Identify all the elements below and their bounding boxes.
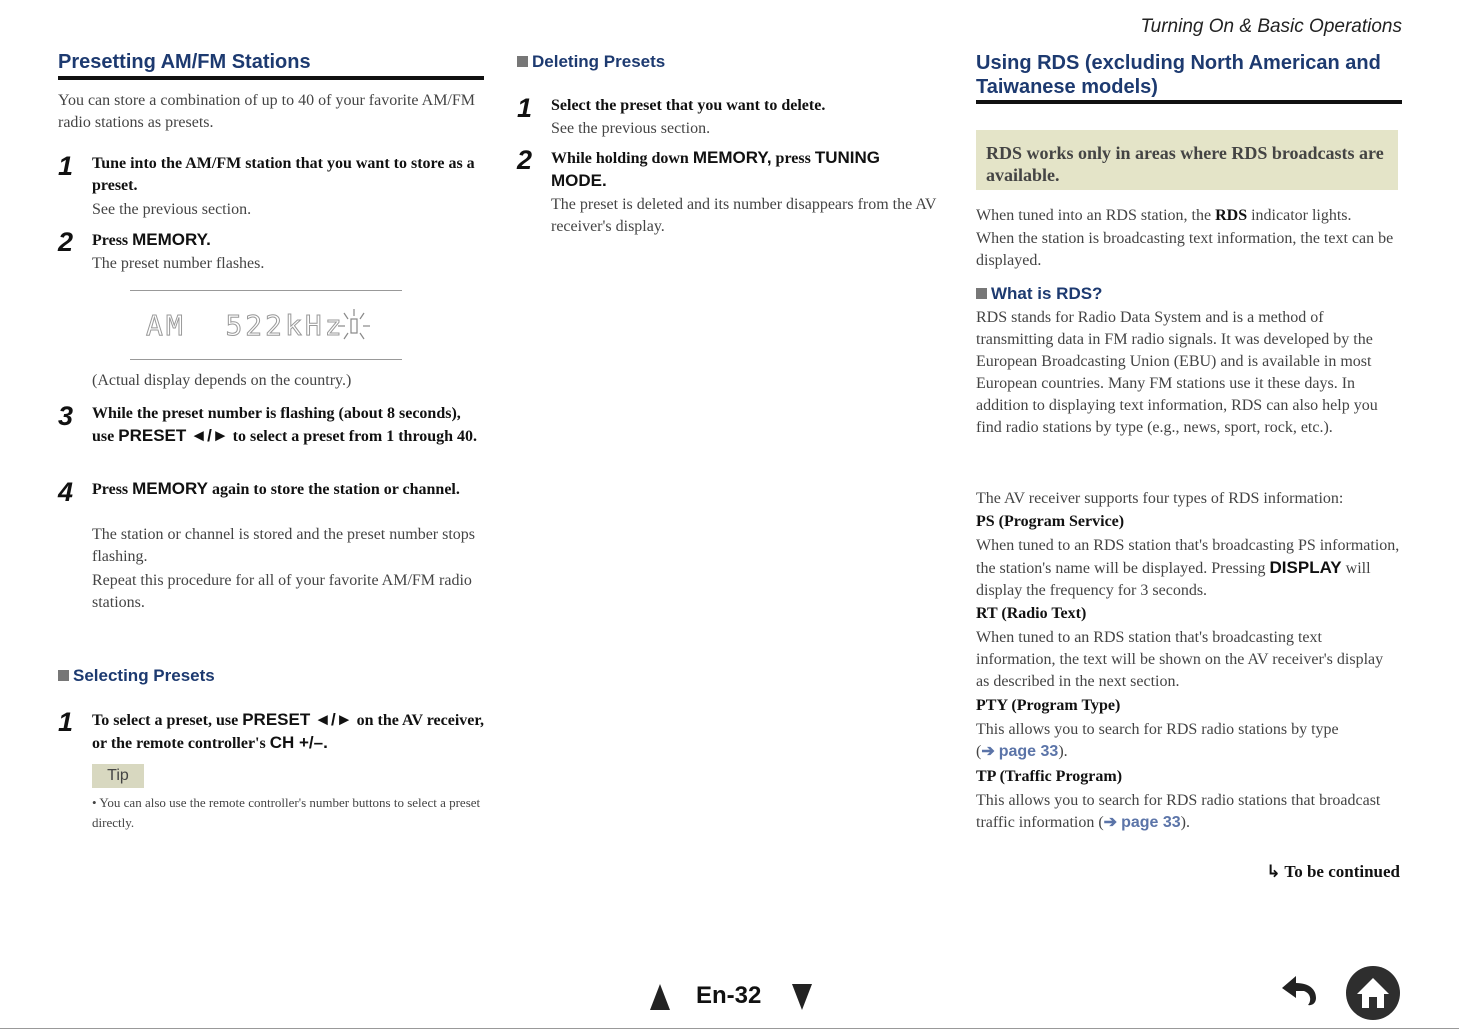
step-number: 2 [58,227,74,257]
step-detail: See the previous section. [92,201,252,218]
step-instruction: Tune into the AM/FM station that you want to store as a preset. [92,155,475,194]
rds-description: RDS stands for Radio Data System and is a method of transmitting data in FM radio signals. It was developed by the European Broadcasting Union (EBU) and is available in most European countries. Many FM stations use it these days. In addition to displaying text information, RDS can also help you find radio stations by type (e.g., news, sport, rock, etc.). [976,309,1378,436]
step-detail: The preset is deleted and its number disappears from the AV receiver's display. [551,196,937,235]
step-number: 1 [58,151,74,181]
continue-arrow-icon: ↳ [1266,862,1281,882]
step-number: 1 [58,707,74,737]
subsection-title-selecting: Selecting Presets [58,665,215,687]
tp-description: This allows you to search for RDS radio stations that broadcast traffic information (➔ page 33). [976,792,1381,831]
display-caption: (Actual display depends on the country.) [92,372,352,389]
step-number: 3 [58,401,74,431]
back-icon[interactable] [1276,972,1324,1008]
step-instruction: While holding down MEMORY, press TUNING MODE. [551,148,880,190]
to-be-continued: ↳ To be continued [1266,862,1400,882]
previous-page-icon[interactable] [648,982,672,1012]
subsection-title-what-is-rds: What is RDS? [976,283,1102,305]
square-bullet-icon [976,288,987,299]
rt-description: When tuned to an RDS station that's broadcasting text information, the text will be shown on the AV receiver's display as described in the next section. [976,629,1384,690]
rds-text-info: When the station is broadcasting text information, the text can be displayed. [976,230,1394,269]
step-number: 2 [517,145,533,175]
rds-supports-text: The AV receiver supports four types of RDS information: [976,490,1344,507]
page-link[interactable]: page 33 [998,743,1059,760]
display-readout: AM 522kHz [146,309,345,342]
step-instruction: Select the preset that you want to delete. [551,97,826,114]
next-page-icon[interactable] [790,982,814,1012]
section-title-rds: Using RDS (excluding North American and Taiwanese models) [976,52,1381,98]
memory-key-label: MEMORY. [132,230,211,249]
step-detail: The preset number flashes. [92,255,265,272]
step-number: 1 [517,93,533,123]
page-bottom-rule [0,1028,1459,1029]
front-display-illustration [130,290,402,360]
step-detail: The station or channel is stored and the preset number stops flashing. [92,526,476,565]
rt-title: RT (Radio Text) [976,605,1087,622]
square-bullet-icon [58,670,69,681]
pty-description: This allows you to search for RDS radio stations by type (➔ page 33). [976,721,1339,760]
tip-badge: Tip [92,764,144,788]
step-instruction: While the preset number is flashing (about 8 seconds), use PRESET ◄/► to select a preset from 1 through 40. [92,405,478,445]
pty-title: PTY (Program Type) [976,697,1121,714]
flashing-icon [336,307,372,345]
square-bullet-icon [517,56,528,67]
tp-title: TP (Traffic Program) [976,768,1123,785]
section-header: Turning On & Basic Operations [1140,16,1402,37]
page-link[interactable]: page 33 [1121,814,1181,831]
subsection-title-deleting: Deleting Presets [517,51,665,73]
ps-title: PS (Program Service) [976,513,1125,530]
home-icon[interactable] [1344,964,1402,1022]
step-instruction: Press MEMORY again to store the station or channel. [92,479,460,498]
step-instruction: Press MEMORY. [92,230,211,249]
rds-indicator-text: When tuned into an RDS station, the RDS indicator lights. [976,207,1352,224]
title-rule [58,76,484,80]
rds-note-box: RDS works only in areas where RDS broadcasts are available. [976,130,1398,190]
ps-description: When tuned to an RDS station that's broadcasting PS information, the station's name will be displayed. Pressing DISPLAY will display the frequency for 3 seconds. [976,537,1400,599]
step-instruction: To select a preset, use PRESET ◄/► on the AV receiver, or the remote controller's CH +/–. [92,710,485,752]
intro-text: You can store a combination of up to 40 of your favorite AM/FM radio stations as presets. [58,92,475,131]
section-title-presetting: Presetting AM/FM Stations [58,51,311,73]
step-detail-repeat: Repeat this procedure for all of your favorite AM/FM radio stations. [92,572,472,611]
step-number: 4 [58,477,74,507]
tip-text: • You can also use the remote controller's number buttons to select a preset directly. [92,795,481,830]
step-detail: See the previous section. [551,120,711,137]
page-number: En-32 [696,982,762,1009]
title-rule [976,100,1402,104]
